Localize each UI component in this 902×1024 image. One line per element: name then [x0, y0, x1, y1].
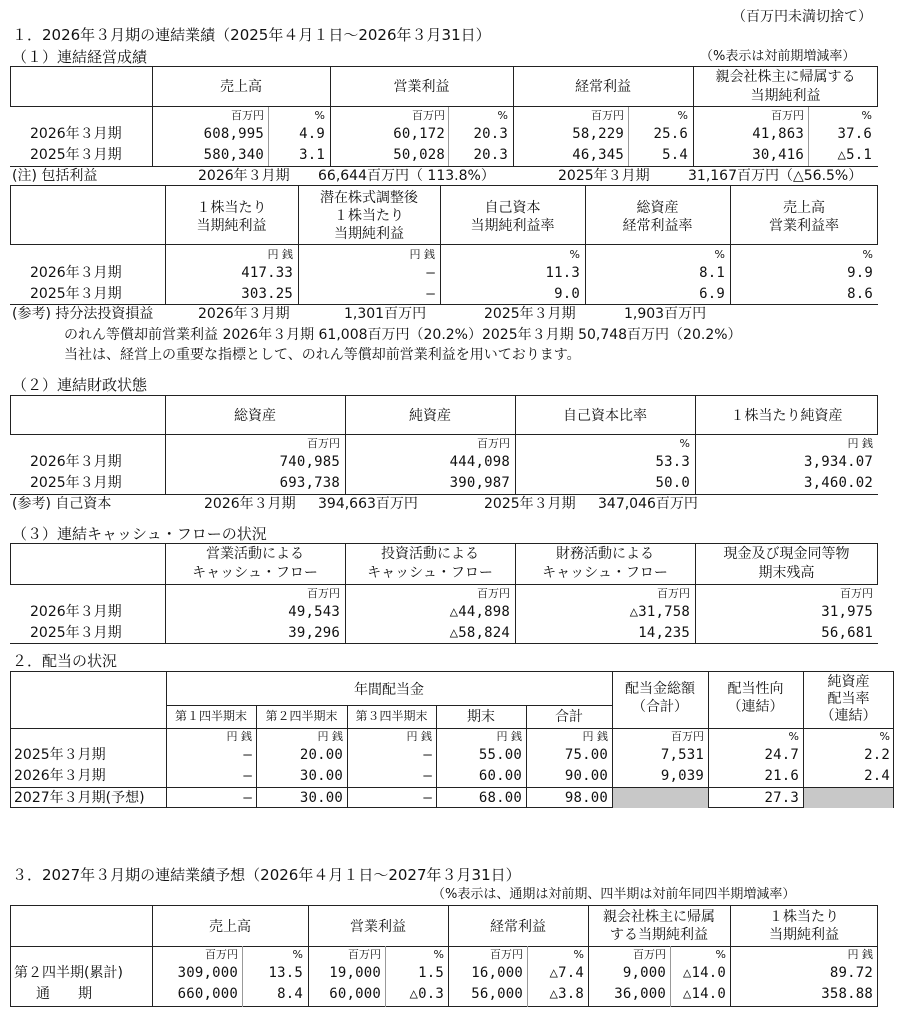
row-label: 2025年３月期 — [30, 625, 122, 641]
equity-method-label: (参考) 持分法投資損益 — [12, 306, 154, 322]
unit: 円 銭 — [582, 730, 608, 743]
cell: 9.9 — [847, 265, 873, 281]
unit: % — [569, 248, 580, 261]
cell: 30.00 — [299, 790, 343, 806]
header-financing-cf-2: キャッシュ・フロー — [542, 565, 668, 581]
fc-header-eps-2: 当期純利益 — [769, 927, 839, 943]
cell: 24.7 — [764, 747, 799, 763]
cell: 7,531 — [660, 747, 704, 763]
cell: 390,987 — [449, 475, 510, 491]
unit: 円 銭 — [226, 730, 252, 743]
cell: 49,543 — [288, 604, 340, 620]
unit: % — [714, 248, 725, 261]
cell: 16,000 — [471, 965, 523, 981]
cell: 660,000 — [177, 986, 238, 1002]
cell: 1.5 — [418, 965, 444, 981]
note-fy2025-value: 31,167百万円（△56.5%） — [688, 168, 863, 184]
cell: 58,229 — [572, 126, 624, 142]
cell: ― — [426, 265, 435, 281]
goodwill-note: のれん等償却前営業利益 2026年３月期 61,008百万円（20.2%）2025年３月期 50,748百万円（20.2%） — [64, 327, 742, 343]
header-total-assets: 総資産 — [234, 408, 276, 424]
fc-header-eps-1: １株当たり — [769, 909, 839, 925]
shaded-cell — [804, 788, 893, 808]
cell: 740,985 — [279, 454, 340, 470]
cell: 303.25 — [241, 286, 293, 302]
cell: △31,758 — [629, 604, 690, 620]
cell: 8.6 — [847, 286, 873, 302]
unit: % — [861, 109, 872, 122]
cell: 9,039 — [660, 768, 704, 784]
unit: 百万円 — [657, 587, 690, 600]
unit: % — [433, 948, 444, 961]
header-doe-3: （連結） — [820, 708, 877, 724]
unit: 百万円 — [591, 109, 624, 122]
section-3-title: ３．2027年３月期の連結業績予想（2026年４月１日～2027年３月31日） — [12, 866, 521, 884]
header-margin-1: 売上高 — [783, 200, 825, 216]
cell: 60,000 — [329, 986, 381, 1002]
header-margin-2: 営業利益率 — [769, 218, 839, 234]
unit: 百万円 — [412, 109, 445, 122]
cell: 417.33 — [241, 265, 293, 281]
cell: 8.4 — [277, 986, 303, 1002]
cell: 25.6 — [653, 126, 688, 142]
unit: 円 銭 — [317, 730, 343, 743]
header-year-end: 期末 — [467, 709, 495, 725]
cell: 55.00 — [478, 747, 522, 763]
unit: 円 銭 — [847, 437, 873, 450]
header-eps-2: 当期純利益 — [196, 218, 267, 234]
row-label: 2026年３月期 — [30, 265, 122, 281]
cell: 21.6 — [764, 768, 799, 784]
cell: 39,296 — [288, 625, 340, 641]
unit: 円 銭 — [406, 730, 432, 743]
cell: 580,340 — [203, 147, 264, 163]
fc-header-net-income-2: する当期純利益 — [610, 927, 708, 943]
header-investing-cf-2: キャッシュ・フロー — [367, 565, 493, 581]
section-1-title: １．2026年３月期の連結業績（2025年４月１日～2026年３月31日） — [12, 26, 491, 44]
cell: △5.1 — [837, 147, 872, 163]
cell: 31,975 — [821, 604, 873, 620]
header-cash-1: 現金及び現金同等物 — [723, 546, 850, 562]
unit: 百万円 — [477, 587, 510, 600]
header-payout-2: （連結） — [727, 699, 784, 715]
equity-ref-fy2025-value: 347,046百万円 — [598, 496, 698, 512]
ref-fy2025: 2025年３月期 — [484, 306, 576, 322]
fc-header-ordinary-profit: 経常利益 — [490, 919, 546, 935]
unit: 百万円 — [348, 948, 381, 961]
ref-fy2026-value: 1,301百万円 — [344, 306, 427, 322]
unit: % — [497, 109, 508, 122]
cell: 4.9 — [299, 126, 325, 142]
unit: % — [862, 248, 873, 261]
header-operating-cf-1: 営業活動による — [206, 546, 304, 562]
cell: 14,235 — [638, 625, 690, 641]
cell: ― — [243, 790, 252, 806]
header-total-dividends-1: 配当金総額 — [625, 681, 695, 697]
unit-note: （百万円未満切捨て） — [732, 9, 872, 25]
header-q3: 第３四半期末 — [355, 709, 428, 723]
unit: 百万円 — [307, 587, 340, 600]
header-total-dividends-2: （合計） — [632, 699, 688, 715]
row-label: 2026年３月期 — [30, 126, 122, 142]
cell: 8.1 — [699, 265, 725, 281]
cell: 53.3 — [655, 454, 690, 470]
cell: 60,172 — [393, 126, 445, 142]
cell: △14.0 — [682, 965, 726, 981]
row-label: 2026年３月期 — [30, 454, 122, 470]
cell: 6.9 — [699, 286, 725, 302]
header-bps: １株当たり純資産 — [730, 408, 843, 424]
cell: 20.3 — [473, 126, 508, 142]
unit: % — [715, 948, 726, 961]
row-label: 2025年３月期 — [14, 747, 106, 763]
unit: 百万円 — [671, 730, 704, 743]
ref-fy2025-value: 1,903百万円 — [624, 306, 707, 322]
cell: △58,824 — [449, 625, 510, 641]
cell: △7.4 — [549, 965, 584, 981]
cell: ― — [243, 768, 252, 784]
cell: △14.0 — [682, 986, 726, 1002]
cell: 3,934.07 — [803, 454, 873, 470]
header-q1: 第１四半期末 — [174, 709, 247, 723]
cell: △0.3 — [409, 986, 444, 1002]
cell: 46,345 — [572, 147, 624, 163]
cell: 50,028 — [393, 147, 445, 163]
header-doe-1: 純資産 — [827, 674, 870, 690]
cell: 36,000 — [614, 986, 666, 1002]
header-payout-1: 配当性向 — [727, 681, 784, 697]
cell: ― — [423, 747, 432, 763]
header-operating-profit: 営業利益 — [393, 79, 450, 95]
cell: 98.00 — [564, 790, 608, 806]
cell: 20.00 — [299, 747, 343, 763]
cell: 2.2 — [864, 747, 890, 763]
header-diluted-3: 当期純利益 — [334, 226, 404, 242]
cell: 68.00 — [478, 790, 522, 806]
row-label: 第２四半期(累計) — [14, 965, 123, 981]
cell: △3.8 — [549, 986, 584, 1002]
cell: ― — [243, 747, 252, 763]
note-fy2026-value: 66,644百万円（ 113.8%） — [318, 168, 495, 184]
equity-ref-fy2025: 2025年３月期 — [484, 496, 576, 512]
cell: 56,000 — [471, 986, 523, 1002]
row-label: 2025年３月期 — [30, 475, 122, 491]
unit: % — [679, 437, 690, 450]
row-label: 2025年３月期 — [30, 147, 122, 163]
unit: 百万円 — [490, 948, 523, 961]
forecast-note: （%表示は、通期は対前期、四半期は対前年同四半期増減率） — [432, 887, 796, 902]
goodwill-explanation: 当社は、経営上の重要な指標として、のれん等償却前営業利益を用いております。 — [64, 347, 581, 363]
cell: 9.0 — [554, 286, 580, 302]
row-label: 2026年３月期 — [14, 768, 106, 784]
cell: 309,000 — [177, 965, 238, 981]
header-q2: 第２四半期末 — [265, 709, 338, 723]
change-rate-note: （%表示は対前期増減率） — [700, 49, 856, 64]
unit: % — [788, 730, 799, 743]
cell: 27.3 — [764, 790, 799, 806]
fc-header-sales: 売上高 — [209, 919, 251, 935]
cell: 89.72 — [829, 965, 873, 981]
header-cash-2: 期末残高 — [758, 565, 815, 581]
cell: 444,098 — [449, 454, 510, 470]
cell: 90.00 — [564, 768, 608, 784]
header-doe-2: 配当率 — [827, 691, 870, 707]
cell: ― — [423, 768, 432, 784]
unit: % — [879, 730, 890, 743]
ref-fy2026: 2026年３月期 — [198, 306, 290, 322]
cell: ― — [423, 790, 432, 806]
unit: 円 銭 — [409, 248, 435, 261]
shaded-cell — [613, 788, 708, 808]
per-share-table-header — [10, 185, 878, 245]
header-roe-2: 当期純利益率 — [470, 218, 555, 234]
subsection-cash-flows: （３）連結キャッシュ・フローの状況 — [12, 525, 267, 543]
unit: 百万円 — [771, 109, 804, 122]
unit: 百万円 — [205, 948, 238, 961]
cell: 30.00 — [299, 768, 343, 784]
cell: 358.88 — [821, 986, 873, 1002]
fc-header-operating-profit: 営業利益 — [350, 919, 406, 935]
cell: 41,863 — [752, 126, 804, 142]
cell: ― — [426, 286, 435, 302]
header-equity-ratio: 自己資本比率 — [563, 408, 647, 424]
header-total: 合計 — [555, 709, 583, 725]
comprehensive-income-label: (注) 包括利益 — [12, 168, 98, 184]
cell: 20.3 — [473, 147, 508, 163]
unit: % — [292, 948, 303, 961]
cell: 693,738 — [279, 475, 340, 491]
note-fy2025: 2025年３月期 — [558, 168, 650, 184]
cell: 50.0 — [655, 475, 690, 491]
cell: △44,898 — [449, 604, 510, 620]
header-eps-1: １株当たり — [196, 200, 267, 216]
fc-header-net-income-1: 親会社株主に帰属 — [603, 909, 715, 925]
cell: 5.4 — [662, 147, 688, 163]
row-label: 2026年３月期 — [30, 604, 122, 620]
header-roa-1: 総資産 — [636, 200, 679, 216]
equity-ref-label: (参考) 自己資本 — [12, 496, 112, 512]
unit: 円 銭 — [496, 730, 522, 743]
cell: 9,000 — [622, 965, 666, 981]
equity-ref-fy2026-value: 394,663百万円 — [318, 496, 418, 512]
cell: 30,416 — [752, 147, 804, 163]
row-label: 通 期 — [36, 986, 92, 1002]
cell: 19,000 — [329, 965, 381, 981]
unit: % — [573, 948, 584, 961]
unit: 百万円 — [633, 948, 666, 961]
cell: 608,995 — [203, 126, 264, 142]
unit: % — [314, 109, 325, 122]
cell: 37.6 — [837, 126, 872, 142]
cell: 75.00 — [564, 747, 608, 763]
header-ordinary-profit: 経常利益 — [575, 79, 631, 95]
equity-ref-fy2026: 2026年３月期 — [204, 496, 296, 512]
cell: 60.00 — [478, 768, 522, 784]
section-2-title: ２．配当の状況 — [12, 652, 118, 670]
header-investing-cf-1: 投資活動による — [381, 546, 479, 562]
subsection-financial-position: （２）連結財政状態 — [12, 376, 148, 394]
row-label: 2025年３月期 — [30, 286, 122, 302]
header-net-income-line1: 親会社株主に帰属する — [715, 69, 856, 85]
cell: 56,681 — [821, 625, 873, 641]
unit: 円 銭 — [267, 248, 293, 261]
header-diluted-1: 潜在株式調整後 — [320, 190, 418, 206]
unit: 円 銭 — [847, 948, 873, 961]
cell: 3.1 — [299, 147, 325, 163]
header-annual-dividends: 年間配当金 — [354, 682, 424, 698]
unit: % — [677, 109, 688, 122]
header-financing-cf-1: 財務活動による — [556, 546, 654, 562]
subsection-operating-results: （１）連結経営成績 — [12, 48, 148, 66]
cell: 11.3 — [545, 265, 580, 281]
unit: 百万円 — [477, 437, 510, 450]
unit: 百万円 — [307, 437, 340, 450]
header-net-assets: 純資産 — [409, 408, 451, 424]
unit: 百万円 — [840, 587, 873, 600]
note-fy2026: 2026年３月期 — [198, 168, 290, 184]
unit: 百万円 — [231, 109, 264, 122]
cell: 2.4 — [864, 768, 890, 784]
cell: 3,460.02 — [803, 475, 873, 491]
header-roa-2: 経常利益率 — [622, 218, 693, 234]
header-roe-1: 自己資本 — [484, 200, 541, 216]
header-net-income-line2: 当期純利益 — [750, 88, 821, 104]
cell: 13.5 — [268, 965, 303, 981]
header-sales: 売上高 — [220, 79, 262, 95]
header-diluted-2: １株当たり — [334, 208, 404, 224]
header-operating-cf-2: キャッシュ・フロー — [192, 565, 318, 581]
row-label: 2027年３月期(予想) — [14, 790, 145, 806]
